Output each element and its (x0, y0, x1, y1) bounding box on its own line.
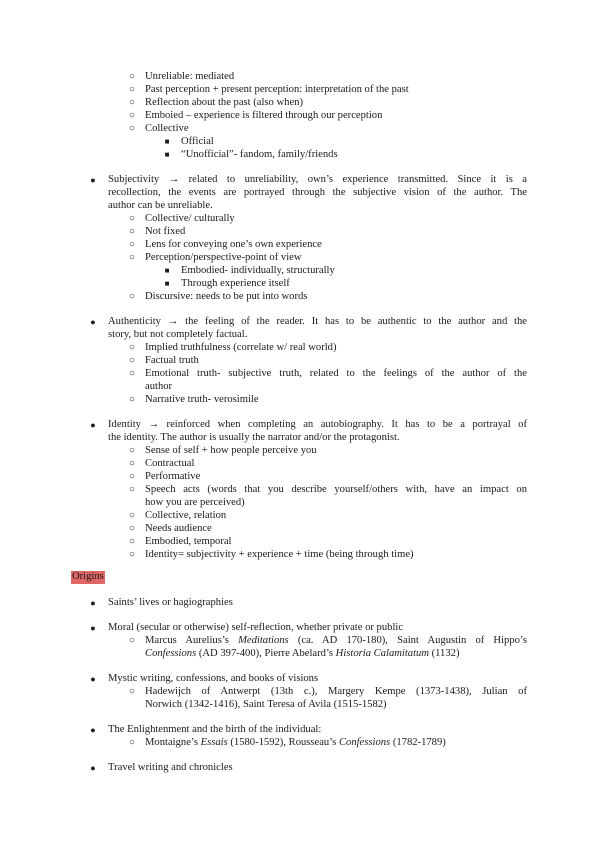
disc-bullet-icon: ● (90, 175, 96, 185)
circle-bullet-icon: ○ (128, 471, 136, 482)
list-item: Montaigne’s Essais (1580-1592), Rousseau’s Confessions (1782-1789) (145, 737, 446, 748)
circle-bullet-icon: ○ (128, 686, 136, 697)
circle-bullet-icon: ○ (128, 523, 136, 534)
circle-bullet-icon: ○ (128, 291, 136, 302)
list-item: Performative (145, 471, 201, 482)
square-bullet-icon: ■ (164, 150, 170, 159)
list-item: Factual truth (145, 355, 199, 366)
list-item: “Unofficial”- fandom, family/friends (181, 149, 338, 160)
disc-bullet-icon: ● (90, 674, 96, 684)
list-item: Identity= subjectivity + experience + time (being through time) (145, 549, 414, 560)
paragraph-line: recollection, the events are portrayed through the subjective vision of the author. The (108, 187, 527, 198)
list-item: Needs audience (145, 523, 212, 534)
list-item: Embodied- individually, structurally (181, 265, 335, 276)
circle-bullet-icon: ○ (128, 252, 136, 263)
circle-bullet-icon: ○ (128, 342, 136, 353)
list-item: Moral (secular or otherwise) self-reflection, whether private or public (108, 622, 404, 633)
disc-bullet-icon: ● (90, 317, 96, 327)
circle-bullet-icon: ○ (128, 635, 136, 646)
list-item: Marcus Aurelius’s Meditations (ca. AD 170-180), Saint Augustin of Hippo’s (145, 635, 527, 646)
paragraph-line: the identity. The author is usually the narrator and/or the protagonist. (108, 432, 400, 443)
disc-bullet-icon: ● (90, 725, 96, 735)
list-item: Sense of self + how people perceive you (145, 445, 317, 456)
disc-bullet-icon: ● (90, 420, 96, 430)
square-bullet-icon: ■ (164, 279, 170, 288)
list-item: Collective/ culturally (145, 213, 235, 224)
disc-bullet-icon: ● (90, 763, 96, 773)
list-item: Emotional truth- subjective truth, related to the feelings of the author of the (145, 368, 527, 379)
list-item: Contractual (145, 458, 195, 469)
list-item: Through experience itself (181, 278, 290, 289)
list-item: Discursive: needs to be put into words (145, 291, 308, 302)
list-item: Norwich (1342-1416), Saint Teresa of Avila (1515-1582) (145, 699, 387, 710)
list-item: Unreliable: mediated (145, 71, 235, 82)
disc-bullet-icon: ● (90, 623, 96, 633)
paragraph-line: story, but not completely factual. (108, 329, 248, 340)
circle-bullet-icon: ○ (128, 394, 136, 405)
list-item: Narrative truth- verosimile (145, 394, 259, 405)
paragraph-line: Subjectivity → related to unreliability, own’s experience transmitted. Since it is a (108, 174, 527, 185)
list-item: how you are perceived) (145, 497, 245, 508)
circle-bullet-icon: ○ (128, 226, 136, 237)
circle-bullet-icon: ○ (128, 84, 136, 95)
paragraph-line: Identity → reinforced when completing an autobiography. It has to be a portrayal of (108, 419, 527, 430)
list-item: Not fixed (145, 226, 186, 237)
list-item: Reflection about the past (also when) (145, 97, 303, 108)
circle-bullet-icon: ○ (128, 239, 136, 250)
circle-bullet-icon: ○ (128, 123, 136, 134)
section-heading-origins: Origins (72, 571, 104, 582)
list-item: Hadewijch of Antwerpt (13th c.), Margery Kempe (1373-1438), Julian of (145, 686, 527, 697)
list-item: Mystic writing, confessions, and books of visions (108, 673, 319, 684)
list-item: Collective, relation (145, 510, 227, 521)
circle-bullet-icon: ○ (128, 355, 136, 366)
circle-bullet-icon: ○ (128, 510, 136, 521)
circle-bullet-icon: ○ (128, 97, 136, 108)
list-item: Collective (145, 123, 189, 134)
square-bullet-icon: ■ (164, 266, 170, 275)
disc-bullet-icon: ● (90, 598, 96, 608)
list-item: Lens for conveying one’s own experience (145, 239, 322, 250)
circle-bullet-icon: ○ (128, 71, 136, 82)
circle-bullet-icon: ○ (128, 737, 136, 748)
list-item: Embodied, temporal (145, 536, 232, 547)
list-item: Confessions (AD 397-400), Pierre Abelard’s Historia Calamitatum (1132) (145, 648, 460, 659)
list-item: Implied truthfulness (correlate w/ real world) (145, 342, 337, 353)
circle-bullet-icon: ○ (128, 368, 136, 379)
circle-bullet-icon: ○ (128, 213, 136, 224)
list-item: Perception/perspective-point of view (145, 252, 302, 263)
paragraph-line: Authenticity → the feeling of the reader. It has to be authentic to the author and the (108, 316, 527, 327)
list-item: Saints’ lives or hagiographies (108, 597, 233, 608)
circle-bullet-icon: ○ (128, 549, 136, 560)
square-bullet-icon: ■ (164, 137, 170, 146)
circle-bullet-icon: ○ (128, 110, 136, 121)
circle-bullet-icon: ○ (128, 445, 136, 456)
list-item: Official (181, 136, 214, 147)
list-item: Speech acts (words that you describe yourself/others with, have an impact on (145, 484, 527, 495)
list-item: author (145, 381, 173, 392)
circle-bullet-icon: ○ (128, 536, 136, 547)
circle-bullet-icon: ○ (128, 458, 136, 469)
list-item: Emboied – experience is filtered through our perception (145, 110, 383, 121)
circle-bullet-icon: ○ (128, 484, 136, 495)
paragraph-line: author can be unreliable. (108, 200, 213, 211)
list-item: Past perception + present perception: interpretation of the past (145, 84, 409, 95)
list-item: The Enlightenment and the birth of the individual: (108, 724, 322, 735)
list-item: Travel writing and chronicles (108, 762, 233, 773)
